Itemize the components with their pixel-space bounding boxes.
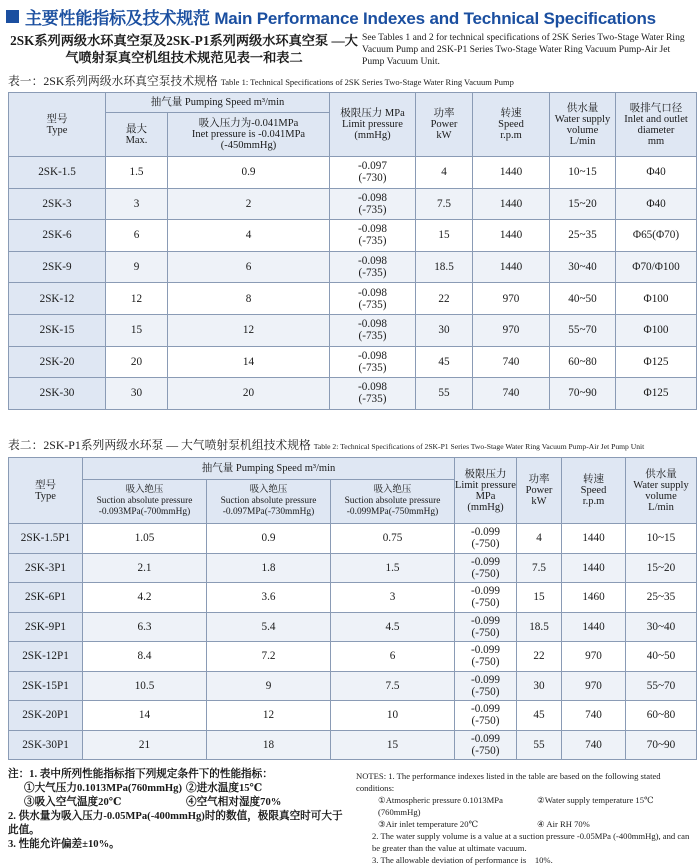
note-en-1: NOTES: 1. The performance indexes listed in the table are based on the following stated conditions:: [356, 771, 661, 793]
t2-cell-s2: 5.4: [207, 612, 331, 642]
note-en-3: 3. The allowable deviation of performance is 10%.: [372, 855, 553, 865]
t1-cell-speed: 1440: [473, 251, 550, 283]
t1-cell-limit: -0.098 (-735): [330, 188, 416, 220]
t2-cell-limit: -0.099 (-750): [455, 612, 517, 642]
t2-cell-s3: 4.5: [331, 612, 455, 642]
t2-header-suction-3: 吸入绝压 Suction absolute pressure -0.099MPa(-750mmHg): [331, 480, 455, 524]
t1-cell-max: 6: [106, 220, 168, 252]
t1-cell-power: 15: [416, 220, 473, 252]
table2-caption-en: Table 2: Technical Specifications of 2SK-P1 Series Two-Stage Water Ring Vacuum Pump-Air Jet Pump Unit: [313, 442, 645, 451]
note-en-cond-2: ②Water supply temperature 15℃: [537, 795, 654, 805]
t2-cell-model: 2SK-3P1: [9, 553, 83, 583]
t2-cell-s3: 10: [331, 701, 455, 731]
t1-cell-model: 2SK-3: [9, 188, 106, 220]
t1-cell-diameter: Φ125: [616, 346, 697, 378]
t2-cell-water: 25~35: [626, 583, 697, 613]
table2-caption-cn: 表二：2SK-P1系列两级水环泵 — 大气喷射泵机组技术规格: [8, 438, 311, 452]
t2-row: [9, 642, 697, 672]
t1-cell-power: 30: [416, 314, 473, 346]
t2-cell-s2: 9: [207, 671, 331, 701]
t2-cell-power: 7.5: [517, 553, 562, 583]
t1-cell-speed: 970: [473, 283, 550, 315]
table1-caption: [8, 72, 514, 89]
t1-cell-max: 20: [106, 346, 168, 378]
t1-cell-limit: -0.098 (-735): [330, 378, 416, 410]
t2-cell-water: 10~15: [626, 524, 697, 554]
t2-cell-speed: 1440: [562, 612, 626, 642]
t2-cell-limit: -0.099 (-750): [455, 671, 517, 701]
t1-header-water: 供水量 Water supply volume L/min: [550, 93, 616, 157]
t1-cell-power: 4: [416, 157, 473, 189]
t1-cell-diameter: Φ70/Φ100: [616, 251, 697, 283]
header-square-icon: [6, 10, 19, 23]
t2-cell-s2: 7.2: [207, 642, 331, 672]
t1-cell-diameter: Φ125: [616, 378, 697, 410]
t1-cell-model: 2SK-6: [9, 220, 106, 252]
t2-cell-power: 4: [517, 524, 562, 554]
t1-cell-water: 40~50: [550, 283, 616, 315]
note-cn-2: 2. 供水量为吸入压力-0.05MPa(-400mmHg)时的数值，极限真空时可大于此值。: [8, 811, 343, 836]
t1-cell-model: 2SK-9: [9, 251, 106, 283]
t2-cell-model: 2SK-20P1: [9, 701, 83, 731]
t1-cell-diameter: Φ100: [616, 283, 697, 315]
t1-cell-diameter: Φ100: [616, 314, 697, 346]
t1-header-limit: 极限压力 MPa Limit pressure (mmHg): [330, 93, 416, 157]
t2-cell-limit: -0.099 (-750): [455, 553, 517, 583]
t1-cell-inlet: 4: [168, 220, 330, 252]
t2-header-power: 功率 Power kW: [517, 458, 562, 524]
note-cn-3: 3. 性能允许偏差±10%。: [8, 839, 120, 850]
t2-cell-s3: 3: [331, 583, 455, 613]
t1-cell-power: 18.5: [416, 251, 473, 283]
t2-cell-speed: 740: [562, 730, 626, 760]
t2-cell-speed: 1440: [562, 524, 626, 554]
t2-cell-model: 2SK-9P1: [9, 612, 83, 642]
t1-cell-max: 15: [106, 314, 168, 346]
t1-row: [9, 157, 697, 189]
t2-cell-s1: 1.05: [83, 524, 207, 554]
note-en-cond-3: ③Air inlet temperature 20℃: [378, 819, 479, 829]
t2-cell-speed: 970: [562, 671, 626, 701]
t2-header-limit: 极限压力 Limit pressure MPa (mmHg): [455, 458, 517, 524]
t2-cell-s1: 6.3: [83, 612, 207, 642]
note-cn-cond-3: ③吸入空气温度20℃: [24, 797, 122, 808]
t1-cell-water: 15~20: [550, 188, 616, 220]
t2-cell-s1: 10.5: [83, 671, 207, 701]
t1-cell-water: 55~70: [550, 314, 616, 346]
t2-cell-water: 70~90: [626, 730, 697, 760]
t2-cell-s3: 1.5: [331, 553, 455, 583]
t1-header-diameter: 吸排气口径 Inlet and outlet diameter mm: [616, 93, 697, 157]
t2-cell-model: 2SK-12P1: [9, 642, 83, 672]
t2-header-suction-2: 吸入绝压 Suction absolute pressure -0.097MPa(-730mmHg): [207, 480, 331, 524]
t1-cell-max: 9: [106, 251, 168, 283]
t1-cell-power: 45: [416, 346, 473, 378]
t2-cell-s2: 1.8: [207, 553, 331, 583]
t2-cell-s1: 14: [83, 701, 207, 731]
t2-cell-s1: 4.2: [83, 583, 207, 613]
t1-cell-limit: -0.097 (-730): [330, 157, 416, 189]
t1-cell-model: 2SK-20: [9, 346, 106, 378]
t1-cell-limit: -0.098 (-735): [330, 314, 416, 346]
t1-cell-inlet: 0.9: [168, 157, 330, 189]
t1-header-pumping-speed: 抽气量 Pumping Speed m³/min: [106, 93, 330, 113]
t1-cell-inlet: 14: [168, 346, 330, 378]
t2-cell-s1: 2.1: [83, 553, 207, 583]
table2-caption: [8, 436, 644, 453]
table1: [8, 92, 697, 410]
t2-cell-speed: 1460: [562, 583, 626, 613]
t1-cell-limit: -0.098 (-735): [330, 283, 416, 315]
t1-cell-power: 55: [416, 378, 473, 410]
t2-cell-water: 40~50: [626, 642, 697, 672]
t2-row: [9, 553, 697, 583]
t2-row: [9, 583, 697, 613]
t1-cell-limit: -0.098 (-735): [330, 220, 416, 252]
t2-cell-limit: -0.099 (-750): [455, 583, 517, 613]
t1-cell-diameter: Φ40: [616, 157, 697, 189]
t1-cell-power: 7.5: [416, 188, 473, 220]
t2-cell-s2: 18: [207, 730, 331, 760]
t2-cell-water: 30~40: [626, 612, 697, 642]
table1-caption-en: Table 1: Technical Specifications of 2SK Series Two-Stage Water Ring Vacuum Pump: [220, 77, 514, 87]
page-header: [6, 4, 696, 28]
t2-cell-model: 2SK-6P1: [9, 583, 83, 613]
t1-header-max: 最大 Max.: [106, 113, 168, 157]
t2-row: [9, 612, 697, 642]
t1-cell-model: 2SK-30: [9, 378, 106, 410]
t1-cell-speed: 740: [473, 378, 550, 410]
t1-cell-water: 70~90: [550, 378, 616, 410]
t1-cell-inlet: 12: [168, 314, 330, 346]
t2-cell-speed: 970: [562, 642, 626, 672]
t2-cell-speed: 1440: [562, 553, 626, 583]
t2-cell-water: 15~20: [626, 553, 697, 583]
t1-cell-speed: 1440: [473, 188, 550, 220]
t1-cell-inlet: 8: [168, 283, 330, 315]
t2-cell-power: 45: [517, 701, 562, 731]
t2-cell-s3: 7.5: [331, 671, 455, 701]
t2-cell-s3: 0.75: [331, 524, 455, 554]
t1-header-inlet: 吸入压力为-0.041MPa Inet pressure is -0.041MPa (-450mmHg): [168, 113, 330, 157]
t2-cell-s3: 6: [331, 642, 455, 672]
t1-row: [9, 283, 697, 315]
t2-cell-s2: 3.6: [207, 583, 331, 613]
t1-cell-model: 2SK-15: [9, 314, 106, 346]
t1-cell-inlet: 6: [168, 251, 330, 283]
t2-cell-limit: -0.099 (-750): [455, 524, 517, 554]
t2-cell-limit: -0.099 (-750): [455, 642, 517, 672]
t1-header-model: 型号 Type: [9, 93, 106, 157]
t2-cell-limit: -0.099 (-750): [455, 730, 517, 760]
t1-header-power: 功率 Power kW: [416, 93, 473, 157]
t2-row: [9, 701, 697, 731]
t2-cell-s2: 12: [207, 701, 331, 731]
note-en-cond-4: ④ Air RH 70%: [537, 819, 590, 829]
t2-cell-water: 60~80: [626, 701, 697, 731]
t1-cell-model: 2SK-1.5: [9, 157, 106, 189]
t1-cell-speed: 970: [473, 314, 550, 346]
t2-cell-power: 18.5: [517, 612, 562, 642]
page-title: 主要性能指标及技术规范 Main Performance Indexes and Technical Specifications: [25, 8, 656, 28]
t1-cell-limit: -0.098 (-735): [330, 346, 416, 378]
t1-cell-water: 30~40: [550, 251, 616, 283]
t1-row: [9, 251, 697, 283]
t1-cell-water: 10~15: [550, 157, 616, 189]
notes-english: [356, 770, 696, 866]
t2-header-model: 型号 Type: [9, 458, 83, 524]
t2-row: [9, 671, 697, 701]
t1-cell-speed: 1440: [473, 220, 550, 252]
t1-row: [9, 314, 697, 346]
t1-cell-inlet: 20: [168, 378, 330, 410]
t1-row: [9, 346, 697, 378]
t2-cell-power: 22: [517, 642, 562, 672]
note-en-2: 2. The water supply volume is a value at a suction pressure -0.05MPa (-400mmHg), and can be greater than the value at ultimate vacuum.: [372, 831, 690, 853]
t1-cell-power: 22: [416, 283, 473, 315]
t2-cell-power: 15: [517, 583, 562, 613]
t2-header-suction-1: 吸入绝压 Suction absolute pressure -0.093MPa(-700mmHg): [83, 480, 207, 524]
note-en-cond-1: ①Atmospheric pressure 0.1013MPa (760mmHg): [378, 795, 503, 817]
t2-cell-power: 30: [517, 671, 562, 701]
t1-row: [9, 188, 697, 220]
t1-cell-limit: -0.098 (-735): [330, 251, 416, 283]
t1-cell-max: 30: [106, 378, 168, 410]
t1-cell-diameter: Φ65(Φ70): [616, 220, 697, 252]
t1-cell-diameter: Φ40: [616, 188, 697, 220]
t2-cell-water: 55~70: [626, 671, 697, 701]
t2-cell-s2: 0.9: [207, 524, 331, 554]
t1-cell-speed: 1440: [473, 157, 550, 189]
t1-cell-max: 3: [106, 188, 168, 220]
note-cn-cond-2: ②进水温度15℃: [186, 783, 263, 794]
t1-cell-water: 60~80: [550, 346, 616, 378]
intro-chinese: 2SK系列两级水环真空泵及2SK-P1系列两级水环真空泵 —大气喷射泵真空机组技术规范见表一和表二: [10, 33, 358, 65]
t2-cell-speed: 740: [562, 701, 626, 731]
t1-cell-model: 2SK-12: [9, 283, 106, 315]
t2-cell-power: 55: [517, 730, 562, 760]
note-cn-cond-4: ④空气相对湿度70%: [186, 797, 282, 808]
t1-cell-inlet: 2: [168, 188, 330, 220]
t1-row: [9, 220, 697, 252]
t1-cell-speed: 740: [473, 346, 550, 378]
t1-cell-max: 12: [106, 283, 168, 315]
intro-english: See Tables 1 and 2 for technical specifications of 2SK Series Two-Stage Water Ring Vacuum Pump and 2SK-P1 Series Two-Stage Water Ring Vacuum Pump-Air Jet Pump Vacuum Unit.: [362, 32, 685, 67]
note-cn-1: 注：1. 表中所列性能指标指下列规定条件下的性能指标：: [8, 769, 273, 780]
t2-cell-model: 2SK-1.5P1: [9, 524, 83, 554]
note-cn-cond-1: ①大气压力0.1013MPa(760mmHg): [24, 783, 183, 794]
table1-caption-cn: 表一：2SK系列两级水环真空泵技术规格: [8, 74, 218, 88]
t2-row: [9, 524, 697, 554]
t2-cell-model: 2SK-30P1: [9, 730, 83, 760]
t1-cell-water: 25~35: [550, 220, 616, 252]
t1-row: [9, 378, 697, 410]
t2-cell-s1: 21: [83, 730, 207, 760]
t2-row: [9, 730, 697, 760]
notes-chinese: [8, 768, 348, 852]
t2-cell-s3: 15: [331, 730, 455, 760]
t2-cell-s1: 8.4: [83, 642, 207, 672]
t2-cell-limit: -0.099 (-750): [455, 701, 517, 731]
t2-header-speed: 转速 Speed r.p.m: [562, 458, 626, 524]
t2-cell-model: 2SK-15P1: [9, 671, 83, 701]
t2-header-pumping-speed: 抽气量 Pumping Speed m³/min: [83, 458, 455, 480]
t1-header-speed: 转速 Speed r.p.m: [473, 93, 550, 157]
t1-cell-max: 1.5: [106, 157, 168, 189]
table2: [8, 457, 697, 760]
t2-header-water: 供水量 Water supply volume L/min: [626, 458, 697, 524]
